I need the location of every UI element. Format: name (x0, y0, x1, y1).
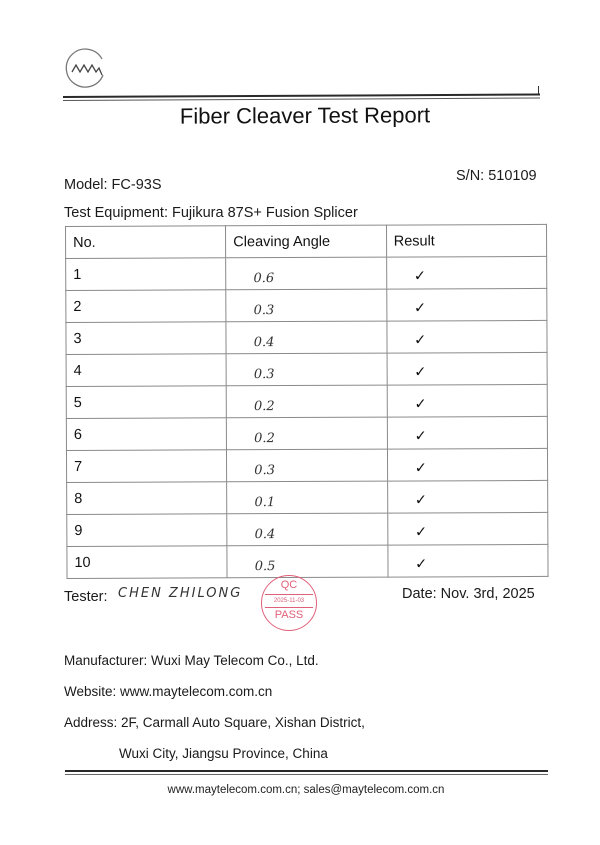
handwritten-angle: 0.2 (254, 430, 275, 446)
address-line-2: Wuxi City, Jiangsu Province, China (119, 746, 328, 761)
row-angle (227, 545, 388, 578)
checkmark-icon: ✓ (413, 267, 427, 284)
stamp-date: 2025-11-03 (265, 594, 313, 608)
test-date: Date: Nov. 3rd, 2025 (402, 586, 535, 602)
handwritten-angle: 0.4 (253, 334, 275, 350)
row-result (386, 288, 546, 321)
footer-contact: www.maytelecom.com.cn; sales@maytelecom.com.cn (167, 784, 445, 796)
footer-divider (65, 770, 548, 772)
checkmark-icon: ✓ (414, 491, 428, 508)
handwritten-angle: 0.5 (254, 558, 276, 574)
table-row (66, 288, 547, 322)
row-result (387, 480, 547, 513)
row-angle (227, 513, 388, 546)
row-no: 6 (66, 418, 226, 451)
row-no: 2 (66, 290, 226, 323)
row-no: 5 (66, 386, 226, 419)
report-title: Fiber Cleaver Test Report (179, 102, 431, 129)
row-result (388, 544, 548, 577)
manufacturer: Manufacturer: Wuxi May Telecom Co., Ltd. (64, 653, 319, 668)
row-angle (226, 321, 387, 354)
row-no: 3 (66, 322, 226, 355)
handwritten-angle: 0.1 (254, 494, 276, 510)
results-table (65, 224, 549, 579)
checkmark-icon: ✓ (414, 523, 428, 540)
header-divider-thin (63, 98, 540, 101)
row-no: 8 (67, 482, 227, 515)
checkmark-icon: ✓ (414, 331, 427, 348)
row-angle (227, 417, 388, 450)
handwritten-angle: 0.3 (254, 462, 276, 478)
table-row (67, 544, 548, 578)
handwritten-angle: 0.4 (254, 526, 276, 542)
row-angle (226, 257, 387, 290)
table-row (66, 384, 547, 418)
address-line-1: Address: 2F, Carmall Auto Square, Xishan District, (64, 715, 365, 730)
tester-signature: CHEN ZHILONG (118, 586, 243, 601)
table-row (66, 320, 547, 354)
row-no: 9 (67, 514, 227, 547)
handwritten-angle: 0.2 (253, 398, 275, 414)
stamp-pass-text: PASS (274, 609, 304, 621)
row-no: 4 (66, 354, 226, 387)
model-label: Model: FC-93S (64, 177, 162, 193)
table-header-row (66, 224, 547, 258)
handwritten-angle: 0.3 (253, 302, 275, 318)
row-result (387, 512, 547, 545)
row-no: 10 (67, 546, 227, 579)
header-no: No. (66, 226, 226, 259)
checkmark-icon: ✓ (415, 555, 428, 572)
row-result (386, 256, 546, 289)
checkmark-icon: ✓ (414, 363, 427, 380)
row-result (387, 352, 547, 385)
row-result (387, 384, 547, 417)
row-angle (227, 449, 388, 482)
row-angle (226, 385, 387, 418)
table-row (66, 352, 547, 386)
company-logo-icon (62, 45, 110, 93)
header-result: Result (386, 224, 546, 257)
tester-label: Tester: (64, 589, 108, 605)
checkmark-icon: ✓ (413, 299, 427, 316)
checkmark-icon: ✓ (414, 427, 427, 444)
row-angle (227, 481, 388, 514)
handwritten-angle: 0.6 (253, 270, 275, 286)
table-row (67, 480, 548, 514)
checkmark-icon: ✓ (414, 395, 427, 412)
row-result (387, 320, 547, 353)
website: Website: www.maytelecom.com.cn (64, 684, 273, 699)
table-row (66, 448, 547, 482)
qc-pass-stamp (261, 575, 317, 631)
row-angle (226, 353, 387, 386)
serial-number: S/N: 510109 (456, 168, 537, 184)
header-cleaving-angle: Cleaving Angle (226, 225, 387, 258)
table-row (66, 256, 547, 290)
row-no: 7 (66, 450, 226, 483)
table-row (67, 512, 548, 546)
row-result (387, 416, 547, 449)
table-row (66, 416, 547, 450)
handwritten-angle: 0.3 (253, 366, 275, 382)
row-result (387, 448, 547, 481)
footer-divider-thin (65, 774, 548, 775)
stamp-qc-text: QC (280, 579, 298, 591)
checkmark-icon: ✓ (414, 459, 427, 476)
row-no: 1 (66, 258, 226, 291)
test-equipment: Test Equipment: Fujikura 87S+ Fusion Splicer (64, 205, 358, 221)
row-angle (226, 289, 387, 322)
